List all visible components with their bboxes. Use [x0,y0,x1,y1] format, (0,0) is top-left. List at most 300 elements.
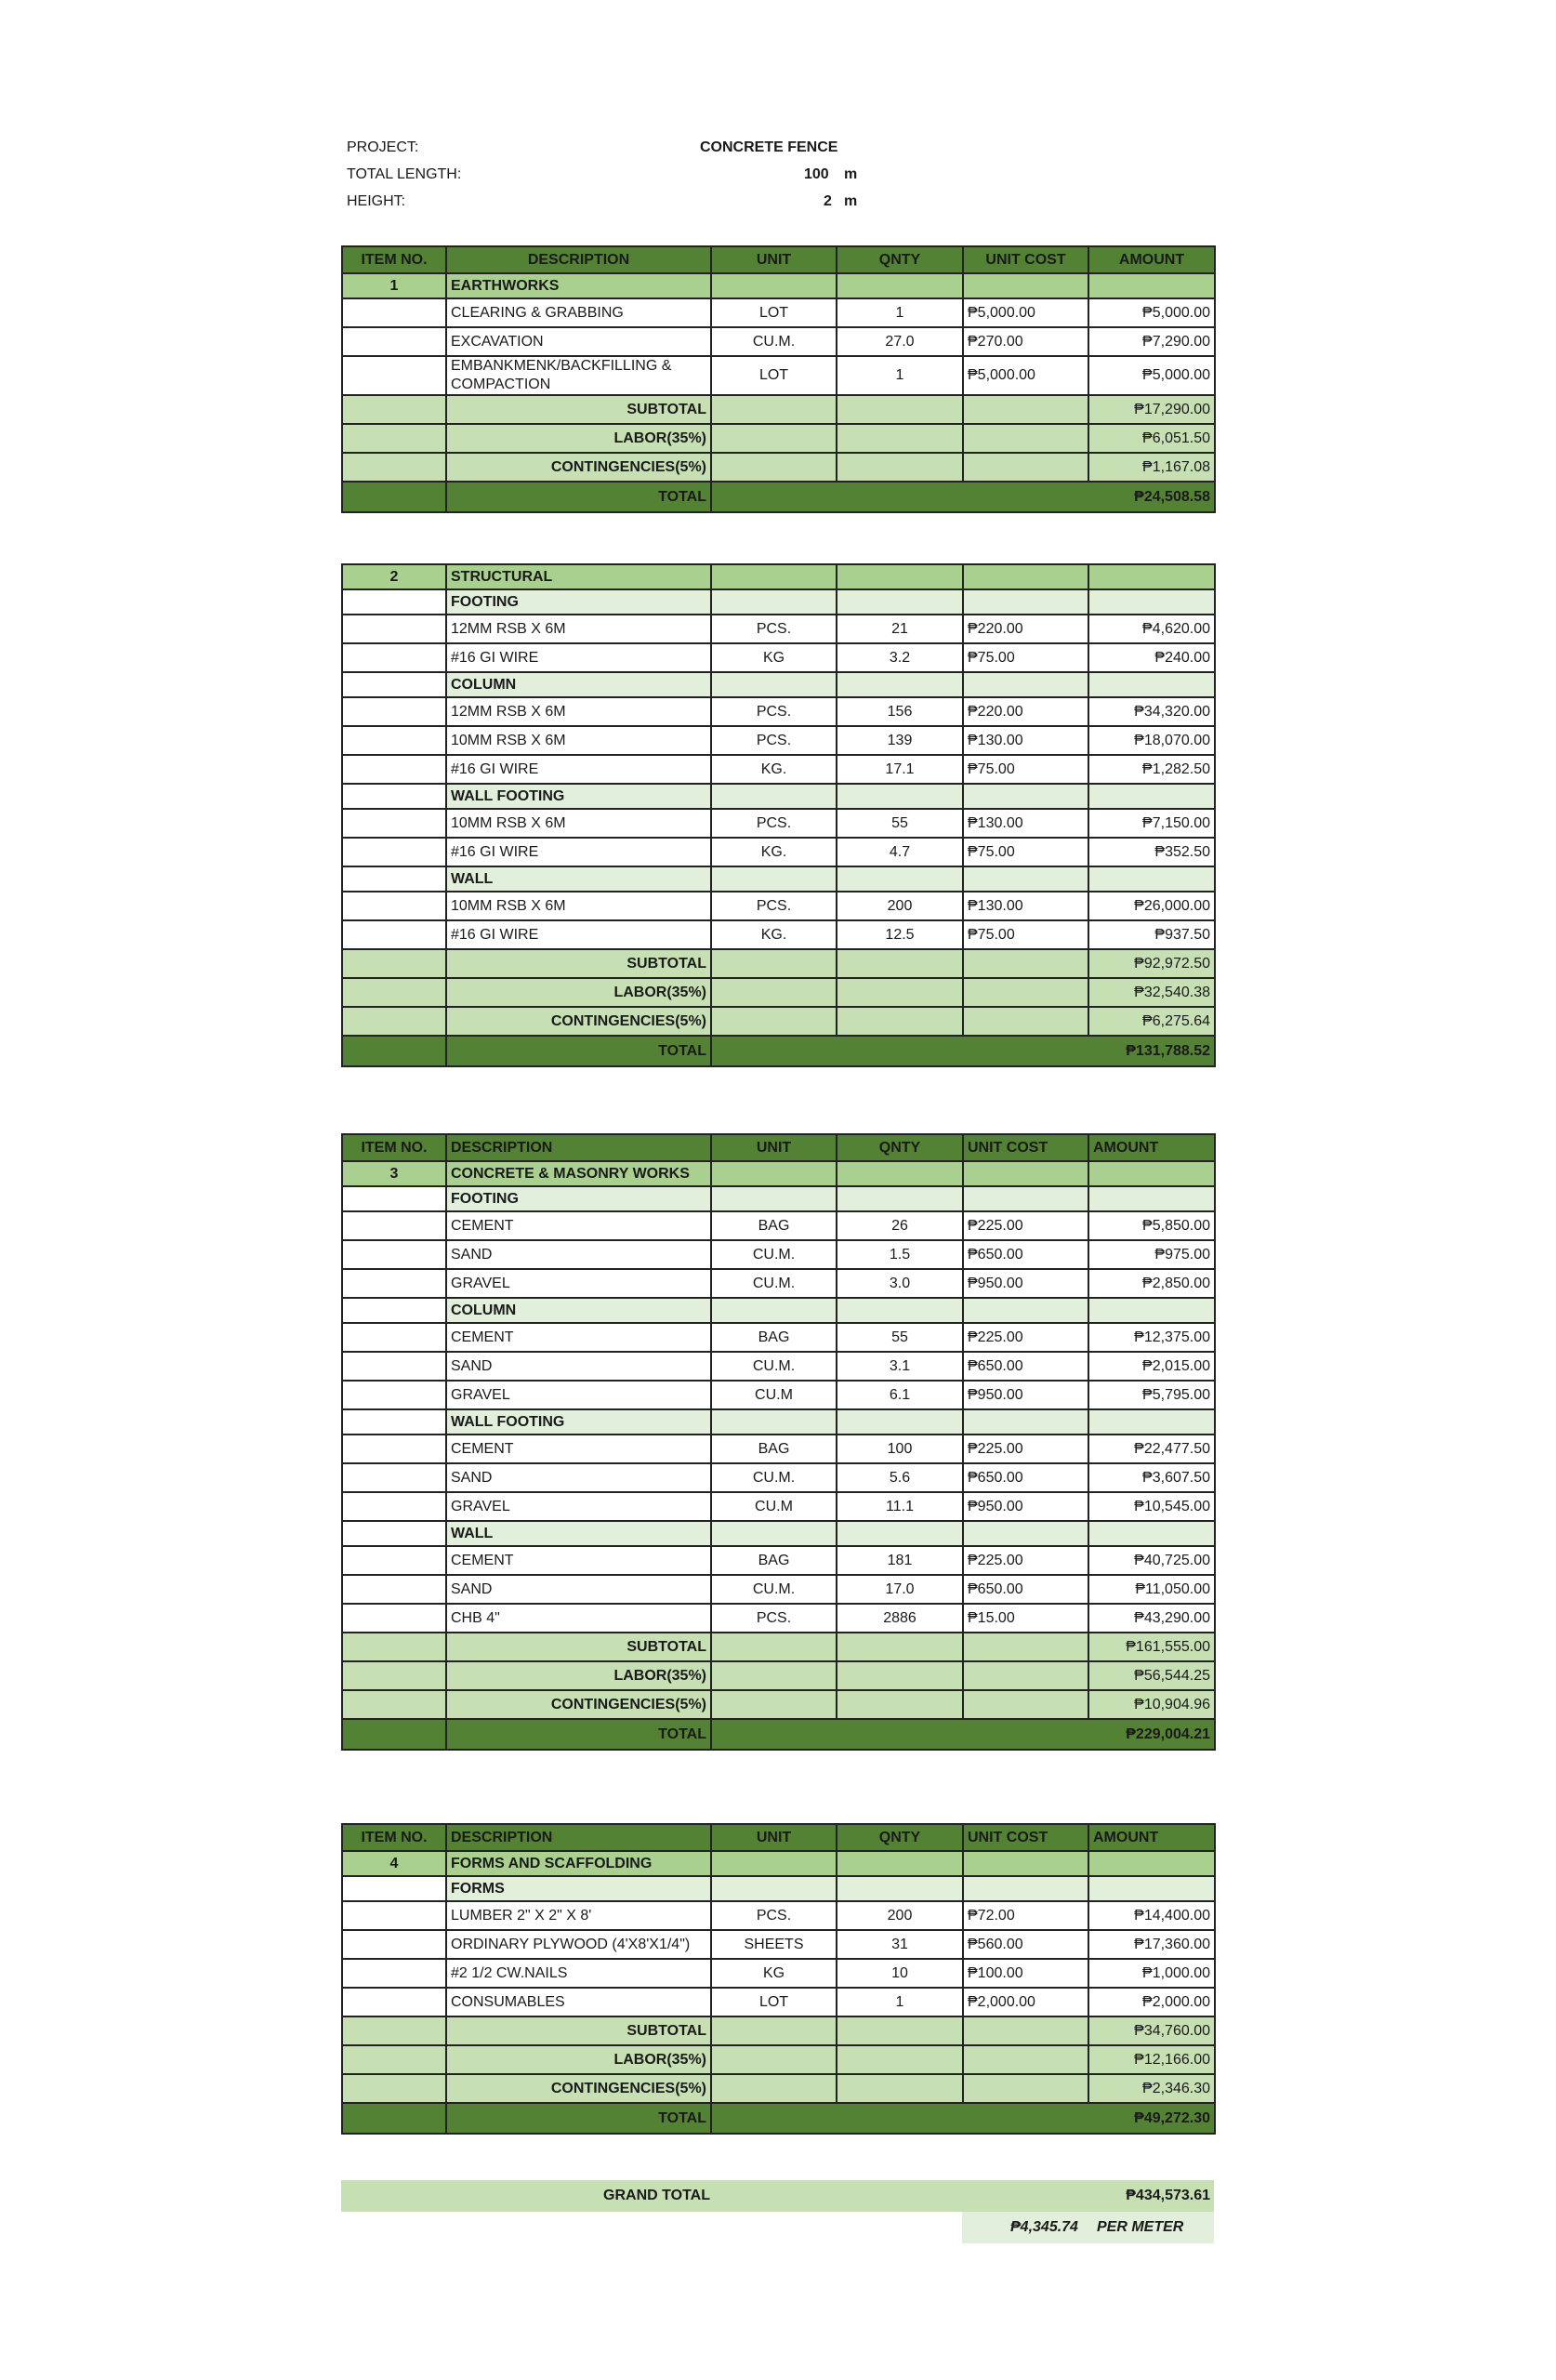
empty-cell [711,1690,837,1719]
contingencies-row [342,453,1215,482]
total-row [342,482,1215,512]
empty-cell [963,564,1088,589]
item-unit-cost: ₱220.00 [963,697,1088,726]
empty-cell [711,564,837,589]
item-amount: ₱18,070.00 [1088,726,1215,755]
subheader-row [342,672,1215,697]
empty-cell [711,453,837,482]
empty-cell [342,784,446,809]
empty-cell [342,838,446,866]
empty-cell [1088,1409,1215,1435]
item-unit-cost: ₱15.00 [963,1604,1088,1633]
empty-cell [342,327,446,356]
empty-cell [342,949,446,978]
empty-cell [963,1633,1088,1661]
table-row [342,1381,1215,1409]
empty-cell [963,424,1088,453]
item-amount: ₱5,000.00 [1088,298,1215,327]
subtotal-value: ₱17,290.00 [1088,395,1215,424]
item-unit-cost: ₱220.00 [963,615,1088,643]
empty-cell [963,1851,1088,1876]
item-description: 12MM RSB X 6M [446,697,711,726]
table-header-row [342,1824,1215,1851]
per-meter-value: ₱4,345.74 [1010,2219,1078,2235]
empty-cell [711,866,837,892]
item-amount: ₱11,050.00 [1088,1575,1215,1604]
item-quantity: 3.0 [837,1269,963,1298]
empty-cell [711,1876,837,1901]
empty-cell [342,1463,446,1492]
contingencies-row [342,1007,1215,1036]
empty-cell [342,453,446,482]
subheader-row [342,589,1215,615]
empty-cell [342,2045,446,2074]
empty-cell [963,2074,1088,2103]
item-quantity: 17.0 [837,1575,963,1604]
empty-cell [837,1851,963,1876]
subtotal-label: SUBTOTAL [446,949,711,978]
empty-cell [711,1007,837,1036]
item-unit: BAG [711,1546,837,1575]
empty-cell [837,453,963,482]
table-row [342,1211,1215,1240]
contingencies-value: ₱2,346.30 [1088,2074,1215,2103]
item-unit-cost: ₱650.00 [963,1463,1088,1492]
empty-cell [342,726,446,755]
empty-cell [1088,866,1215,892]
header-qnty: QNTY [837,1824,963,1851]
subheader-title: WALL FOOTING [446,784,711,809]
subtotal-value: ₱161,555.00 [1088,1633,1215,1661]
subheader-row [342,784,1215,809]
item-unit: KG. [711,920,837,949]
length-value: 100 [804,166,829,182]
empty-cell [837,1690,963,1719]
table-row [342,920,1215,949]
table-row [342,809,1215,838]
item-unit: PCS. [711,726,837,755]
labor-row [342,424,1215,453]
empty-cell [963,1161,1088,1186]
item-description: SAND [446,1575,711,1604]
table-header-row [342,1134,1215,1161]
item-quantity: 200 [837,1901,963,1930]
item-unit-cost: ₱950.00 [963,1492,1088,1521]
category-row [342,273,1215,298]
item-unit-cost: ₱950.00 [963,1269,1088,1298]
grand-total-value: ₱434,573.61 [1126,2188,1210,2203]
empty-cell [1088,589,1215,615]
item-unit: BAG [711,1211,837,1240]
contingencies-label: CONTINGENCIES(5%) [446,1007,711,1036]
item-amount: ₱2,850.00 [1088,1269,1215,1298]
item-description: ORDINARY PLYWOOD (4'X8'X1/4") [446,1930,711,1959]
empty-cell [711,949,837,978]
subheader-row [342,1298,1215,1323]
item-number: 1 [342,273,446,298]
item-unit: CU.M. [711,1352,837,1381]
item-amount: ₱12,375.00 [1088,1323,1215,1352]
empty-cell [963,395,1088,424]
item-unit-cost: ₱130.00 [963,726,1088,755]
empty-cell [342,1492,446,1521]
empty-cell [711,1186,837,1211]
item-unit-cost: ₱225.00 [963,1211,1088,1240]
item-unit: PCS. [711,697,837,726]
item-description: 12MM RSB X 6M [446,615,711,643]
subheader-title: COLUMN [446,1298,711,1323]
item-description: EMBANKMENK/BACKFILLING & COMPACTION [446,356,711,395]
item-amount: ₱7,290.00 [1088,327,1215,356]
header-unit: UNIT [711,246,837,273]
table-row [342,1240,1215,1269]
empty-cell [342,978,446,1007]
item-quantity: 55 [837,1323,963,1352]
item-quantity: 26 [837,1211,963,1240]
empty-cell [963,2045,1088,2074]
empty-cell [342,1988,446,2016]
labor-value: ₱6,051.50 [1088,424,1215,453]
table-row [342,838,1215,866]
item-description: GRAVEL [446,1381,711,1409]
height-row [347,189,904,215]
table-row [342,1323,1215,1352]
length-unit: m [844,166,858,182]
item-amount: ₱34,320.00 [1088,697,1215,726]
item-unit: KG. [711,838,837,866]
item-description: SAND [446,1240,711,1269]
total-value: ₱49,272.30 [711,2103,1215,2134]
table-row [342,643,1215,672]
item-amount: ₱240.00 [1088,643,1215,672]
item-amount: ₱1,282.50 [1088,755,1215,784]
empty-cell [837,564,963,589]
item-description: GRAVEL [446,1492,711,1521]
item-amount: ₱1,000.00 [1088,1959,1215,1988]
item-amount: ₱40,725.00 [1088,1546,1215,1575]
item-amount: ₱5,850.00 [1088,1211,1215,1240]
item-amount: ₱26,000.00 [1088,892,1215,920]
labor-label: LABOR(35%) [446,2045,711,2074]
project-row [347,135,904,161]
table-row [342,1575,1215,1604]
table-row [342,327,1215,356]
contingencies-value: ₱6,275.64 [1088,1007,1215,1036]
total-value: ₱131,788.52 [711,1036,1215,1066]
item-amount: ₱10,545.00 [1088,1492,1215,1521]
item-unit: LOT [711,356,837,395]
empty-cell [711,2074,837,2103]
empty-cell [837,1186,963,1211]
item-description: CEMENT [446,1211,711,1240]
empty-cell [837,424,963,453]
table-row [342,1352,1215,1381]
empty-cell [1088,1298,1215,1323]
total-value: ₱229,004.21 [711,1719,1215,1750]
empty-cell [711,1409,837,1435]
empty-cell [342,356,446,395]
empty-cell [342,2103,446,2134]
subtotal-value: ₱34,760.00 [1088,2016,1215,2045]
grand-total-bar [341,2180,1214,2212]
category-row [342,1851,1215,1876]
item-unit-cost: ₱560.00 [963,1930,1088,1959]
project-label: PROJECT: [347,139,419,155]
empty-cell [342,1546,446,1575]
item-unit-cost: ₱650.00 [963,1240,1088,1269]
empty-cell [963,672,1088,697]
empty-cell [837,1007,963,1036]
item-unit: CU.M. [711,327,837,356]
header-unit: UNIT [711,1134,837,1161]
item-amount: ₱2,000.00 [1088,1988,1215,2016]
item-amount: ₱937.50 [1088,920,1215,949]
item-unit-cost: ₱5,000.00 [963,356,1088,395]
empty-cell [342,1930,446,1959]
item-unit-cost: ₱270.00 [963,327,1088,356]
height-label: HEIGHT: [347,193,406,209]
subtotal-label: SUBTOTAL [446,395,711,424]
item-description: 10MM RSB X 6M [446,892,711,920]
empty-cell [342,1211,446,1240]
header-unit-cost: UNIT COST [963,1134,1088,1161]
subheader-row [342,1876,1215,1901]
empty-cell [837,866,963,892]
empty-cell [711,1661,837,1690]
total-label: TOTAL [446,482,711,512]
empty-cell [342,809,446,838]
item-amount: ₱5,795.00 [1088,1381,1215,1409]
subheader-row [342,866,1215,892]
header-amount: AMOUNT [1088,1134,1215,1161]
contingencies-value: ₱10,904.96 [1088,1690,1215,1719]
subtotal-label: SUBTOTAL [446,1633,711,1661]
item-unit-cost: ₱2,000.00 [963,1988,1088,2016]
empty-cell [837,784,963,809]
subheader-row [342,1186,1215,1211]
empty-cell [711,1633,837,1661]
total-label: TOTAL [446,1036,711,1066]
item-quantity: 10 [837,1959,963,1988]
item-description: CHB 4" [446,1604,711,1633]
subtotal-row [342,1633,1215,1661]
item-unit-cost: ₱100.00 [963,1959,1088,1988]
total-label: TOTAL [446,1719,711,1750]
item-unit: CU.M. [711,1240,837,1269]
item-unit: PCS. [711,615,837,643]
subheader-row [342,1521,1215,1546]
empty-cell [342,672,446,697]
total-label: TOTAL [446,2103,711,2134]
empty-cell [711,273,837,298]
empty-cell [342,892,446,920]
empty-cell [837,1661,963,1690]
header-unit: UNIT [711,1824,837,1851]
item-unit-cost: ₱5,000.00 [963,298,1088,327]
item-description: 10MM RSB X 6M [446,726,711,755]
item-quantity: 21 [837,615,963,643]
header-qnty: QNTY [837,1134,963,1161]
contingencies-row [342,2074,1215,2103]
table-row [342,697,1215,726]
empty-cell [342,1381,446,1409]
empty-cell [837,2045,963,2074]
labor-value: ₱32,540.38 [1088,978,1215,1007]
empty-cell [342,1521,446,1546]
table-row [342,892,1215,920]
item-description: #16 GI WIRE [446,755,711,784]
empty-cell [963,2016,1088,2045]
table-row [342,1546,1215,1575]
item-quantity: 3.2 [837,643,963,672]
item-unit-cost: ₱650.00 [963,1575,1088,1604]
labor-row [342,2045,1215,2074]
empty-cell [837,273,963,298]
item-quantity: 200 [837,892,963,920]
item-unit-cost: ₱130.00 [963,892,1088,920]
empty-cell [837,2016,963,2045]
empty-cell [711,2045,837,2074]
item-unit: CU.M. [711,1269,837,1298]
item-description: #16 GI WIRE [446,643,711,672]
section-table-1 [341,245,1216,513]
item-description: CEMENT [446,1435,711,1463]
header-amount: AMOUNT [1088,246,1215,273]
empty-cell [1088,1161,1215,1186]
per-meter-label: PER METER [1097,2219,1184,2235]
empty-cell [711,1521,837,1546]
contingencies-label: CONTINGENCIES(5%) [446,1690,711,1719]
empty-cell [342,1435,446,1463]
table-row [342,298,1215,327]
category-title: EARTHWORKS [446,273,711,298]
item-unit: KG. [711,755,837,784]
header-item-no: ITEM NO. [342,1824,446,1851]
contingencies-row [342,1690,1215,1719]
total-value: ₱24,508.58 [711,482,1215,512]
empty-cell [1088,1186,1215,1211]
item-quantity: 1 [837,1988,963,2016]
category-title: FORMS AND SCAFFOLDING [446,1851,711,1876]
empty-cell [342,1719,446,1750]
subheader-title: WALL [446,866,711,892]
empty-cell [342,643,446,672]
project-value: CONCRETE FENCE [700,139,838,155]
empty-cell [342,1036,446,1066]
table-row [342,755,1215,784]
item-amount: ₱17,360.00 [1088,1930,1215,1959]
section-table-3 [341,1133,1216,1751]
item-amount: ₱352.50 [1088,838,1215,866]
item-quantity: 17.1 [837,755,963,784]
empty-cell [963,1186,1088,1211]
item-quantity: 100 [837,1435,963,1463]
empty-cell [837,978,963,1007]
empty-cell [342,755,446,784]
item-unit-cost: ₱72.00 [963,1901,1088,1930]
item-quantity: 139 [837,726,963,755]
empty-cell [342,615,446,643]
item-unit-cost: ₱225.00 [963,1546,1088,1575]
contingencies-value: ₱1,167.08 [1088,453,1215,482]
item-quantity: 1 [837,356,963,395]
header-qnty: QNTY [837,246,963,273]
empty-cell [963,1661,1088,1690]
item-number: 2 [342,564,446,589]
length-row [347,162,904,188]
empty-cell [963,1690,1088,1719]
header-description: DESCRIPTION [446,1824,711,1851]
empty-cell [1088,564,1215,589]
item-description: EXCAVATION [446,327,711,356]
item-unit: KG [711,1959,837,1988]
contingencies-label: CONTINGENCIES(5%) [446,453,711,482]
item-unit: KG [711,643,837,672]
empty-cell [711,1298,837,1323]
empty-cell [342,1323,446,1352]
item-quantity: 11.1 [837,1492,963,1521]
table-row [342,1463,1215,1492]
item-quantity: 27.0 [837,327,963,356]
empty-cell [342,2016,446,2045]
subheader-title: WALL FOOTING [446,1409,711,1435]
item-quantity: 3.1 [837,1352,963,1381]
table-row [342,1930,1215,1959]
item-quantity: 156 [837,697,963,726]
per-meter-box [962,2212,1214,2243]
item-unit: CU.M. [711,1575,837,1604]
table-row [342,1988,1215,2016]
item-unit: BAG [711,1323,837,1352]
empty-cell [342,1269,446,1298]
item-unit-cost: ₱650.00 [963,1352,1088,1381]
empty-cell [342,1409,446,1435]
category-title: STRUCTURAL [446,564,711,589]
table-row [342,356,1215,395]
contingencies-label: CONTINGENCIES(5%) [446,2074,711,2103]
table-header-row [342,246,1215,273]
item-number: 4 [342,1851,446,1876]
item-description: CEMENT [446,1323,711,1352]
item-quantity: 12.5 [837,920,963,949]
item-unit: BAG [711,1435,837,1463]
header-description: DESCRIPTION [446,1134,711,1161]
empty-cell [342,298,446,327]
item-description: GRAVEL [446,1269,711,1298]
subtotal-row [342,2016,1215,2045]
empty-cell [711,395,837,424]
item-description: CONSUMABLES [446,1988,711,2016]
empty-cell [342,424,446,453]
empty-cell [711,672,837,697]
item-quantity: 6.1 [837,1381,963,1409]
empty-cell [711,424,837,453]
item-unit-cost: ₱950.00 [963,1381,1088,1409]
table-row [342,726,1215,755]
item-description: 10MM RSB X 6M [446,809,711,838]
empty-cell [837,589,963,615]
labor-label: LABOR(35%) [446,978,711,1007]
item-unit: PCS. [711,1604,837,1633]
item-unit-cost: ₱130.00 [963,809,1088,838]
subheader-title: WALL [446,1521,711,1546]
empty-cell [963,784,1088,809]
empty-cell [1088,273,1215,298]
item-unit: LOT [711,1988,837,2016]
subtotal-row [342,395,1215,424]
item-unit: LOT [711,298,837,327]
header-item-no: ITEM NO. [342,246,446,273]
